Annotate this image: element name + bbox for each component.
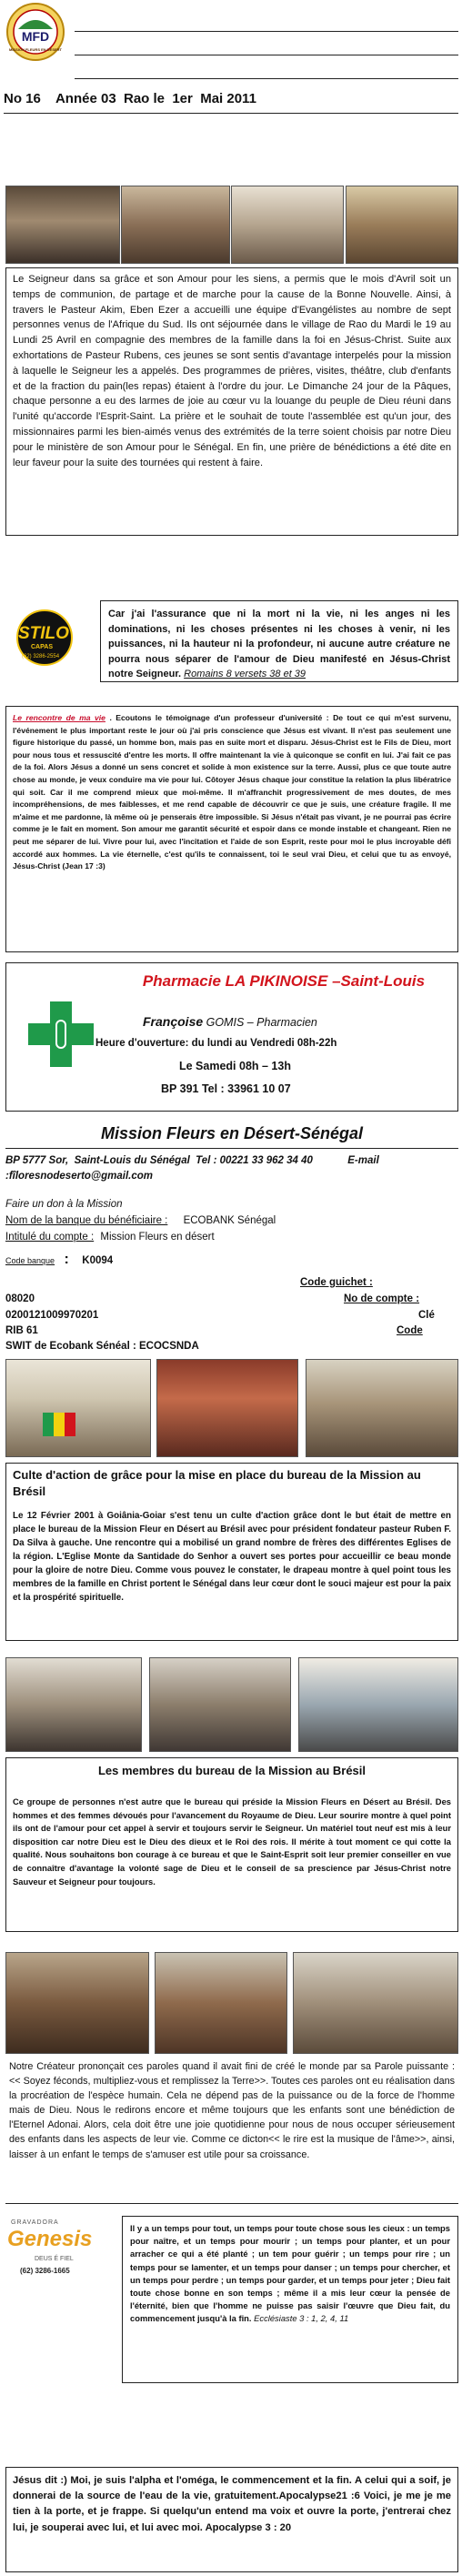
stilo-logo xyxy=(13,608,95,671)
romans-verse-text: Car j'ai l'assurance que ni la mort ni la vie, ni les anges ni les dominations, ni les choses présentes ni les choses à venir, ni les puissances, ni la hauteur ni la profondeur, ni aucune autre créature ne pourra nous séparer de l'amour de Dieu manifesté en Jésus-Christ notre Seigneur. xyxy=(108,609,450,679)
mfd-logo-ring-text: MISSION FLEURS EN DÉSERT xyxy=(8,47,62,52)
pharmacy-cross-icon xyxy=(28,1001,94,1067)
bank-code-value: K0094 xyxy=(82,1255,114,1266)
ecclesiaste-text: Il y a un temps pour tout, un temps pour toute chose sous les cieux : un temps pour naître, et un temps pour mourir ; un temps pour planter, et un pour arracher ce qui a été planté ; un tem pour guérir ; un temps pour rire ; un temps pour se lamenter, et un temps pour danser ; un temps pour chercher, et un temps pour perdre ; un temps pour garder, et un temps pour jeter ; Dieu fait toute chose bonne en son temps ; même il a mis leur cœur la pensée de l'éternité, bien que l'homme ne puisse pas saisir l'œuvre que Dieu fait, du commencement jusqu'à la fin. xyxy=(130,2223,450,2324)
pharmacy-contact: BP 391 Tel : 33961 10 07 xyxy=(161,1082,291,1095)
genesis-logo xyxy=(7,2219,102,2283)
photo-children-3 xyxy=(293,1952,458,2054)
final-text: Jésus dit :) Moi, je suis l'alpha et l'oméga, le commencement et la fin. A celui qui a soif, je donnerai de la source de l'eau de la vie, gratuitement.Apocalypse21 :6 Voici, je me je me tien à la porte, et je frappe. Si quelqu'un entend ma voix et ouvre la porte, j'entrerai chez lui, je souperai avec lui, et lui avec moi. Apocalypse 3 : 20 xyxy=(13,2475,451,2533)
mfd-logo xyxy=(5,2,65,62)
account-title-row xyxy=(5,1232,458,1243)
final-box xyxy=(5,2467,458,2572)
stilo-logo-text: STILO xyxy=(18,624,69,643)
romans-box xyxy=(100,600,458,682)
mission-info-rule xyxy=(5,1148,458,1149)
swift-line: SWIT de Ecobank Sénéal : ECOCSNDA xyxy=(5,1341,199,1352)
pharmacy-saturday: Le Samedi 08h – 13h xyxy=(179,1060,291,1072)
ecclesiaste-paragraph xyxy=(130,2222,450,2326)
stilo-logo-sub: CAPAS xyxy=(31,644,53,650)
intro-text: Le Seigneur dans sa grâce et son Amour pour les siens, a permis que le mois d'Avril soit un temps de communion, de partage et de marche pour la cause de la Bonne Nouvelle. Ainsi, à travers le Pasteur Akim, Eben Ezer a accueilli une équipe d'Evangélistes au nombre de sept personnes venus de l'Afrique du Sud. Ils ont séjournée dans le village de Rao du Mardi le 19 au Lundi 25 Avril en compagnie des membres de la famille dans la foi en Jésus-Christ. Suite aux exhortations de Pasteur Rubens, ces jeunes se sont sentis d'avantage interpelés pour la mission à laquelle le Seigneur les a appelés. Des programmes de prières, visites, théâtre, club d'enfants et de la fraction du pain(les repas) étaient à l'ordre du jour. Le Dimanche 24 jour de la Pâques, chaque personne a eu des larmes de joie au cœur vu la louange du peuple de Dieu réuni dans l'unité qu'accorde l'Esprit-Saint. La prière et le souhait de toute l'assemblée est qu'un jour, des missionnaires parmi les bien-aimés venus des extrémités de la terre soient choisis par notre Dieu pour le ministère de son Amour pour le Sénégal. En fin, une prière de bénédictions a été dite en leur faveur pour la suite des tournées qui restent à faire. xyxy=(13,274,451,468)
pharmacy-owner-rest: GOMIS – Pharmacien xyxy=(203,1016,317,1029)
creator-rule xyxy=(5,2203,458,2204)
testimony-paragraph xyxy=(13,712,451,873)
photo-evangelists-3 xyxy=(231,186,344,264)
pharmacy-title: Pharmacie LA PIKINOISE –Saint-Louis xyxy=(142,972,426,990)
members-title: Les membres du bureau de la Mission au Brésil xyxy=(97,1764,367,1777)
pharmacy-owner xyxy=(143,1014,443,1029)
bank-name-row xyxy=(5,1215,458,1226)
issue-line-rule xyxy=(4,113,458,114)
mission-info-title: Mission Fleurs en Désert-Sénégal xyxy=(100,1124,364,1142)
rib-label: RIB 61 xyxy=(5,1325,38,1336)
pharmacy-box xyxy=(5,962,458,1112)
stilo-logo-phone: (62) 3286-2554 xyxy=(22,654,60,659)
creator-section xyxy=(5,2058,458,2164)
bank-name-value: ECOBANK Sénégal xyxy=(183,1215,276,1226)
photo-congregation-1 xyxy=(156,1359,298,1457)
pharmacy-hours: Heure d'ouverture: du lundi au Vendredi 08h-22h xyxy=(95,1038,337,1049)
photo-evangelists-4 xyxy=(346,186,458,264)
members-text: Ce groupe de personnes n'est autre que le bureau qui préside la Mission Fleurs en Désert au Brésil. Des hommes et des femmes dévoués pour l'avancement du Royaume de Dieu. Leur sourire montre à quel point ils ont de l'amour pour cet appel à servir et toujours servir le Seigneur. Un matériel tout neuf est mis à leur disposition car notre Dieu est le Dieu des dieux et le Roi des rois. Il mérite à tout moment ce qui cotte la qualité. Nous souhaitons bon courage à ce bureau et que le Saint-Esprit soit leur premier conseiller en vue de connaître d'avantage la volonté sage de Dieu et le conseil de sa prescience par Jésus-Christ notre Sauveur et Seigneur pour toujours. xyxy=(13,1796,451,1887)
genesis-logo-top: GRAVADORA xyxy=(11,2219,59,2226)
photo-children-1 xyxy=(5,1952,149,2054)
brazil-text: Le 12 Février 2001 à Goiânia-Goiar s'est tenu un culte d'action grâce dont le but était de mettre en place le bureau de la Mission Fleur en Désert au Brésil avec pour président fondateur pasteur Ruben F. Da Silva à gauche. Une rencontre qui a mobilisé un grand nombre de frères des différentes Eglises de la région. L'Eglise Monte da Santidade do Senhor a ouvert ses portes pour accueillir ce beau monde pour la gloire de notre Dieu. Comme vous pouvez le constater, le drapeau montre à quel point tous les membres de la famille en Christ portent le Sénégal dans leur cœur dont le souci majeur est pour la paix et la prospérité spirituelle. xyxy=(13,1511,451,1603)
bank-name-label: Nom de la banque du bénéficiaire : xyxy=(5,1215,168,1226)
creator-text: Notre Créateur prononçait ces paroles quand il avait fini de créé le monde par sa Parole puissante : << Soyez féconds, multipliez-vous et remplissez la Terre>>. Toutes ces paroles ont eu réalisation dans la procréation de l'espèce humain. Cela ne dépend pas de la puissance ou de la force de l'homme mais de Dieu. Nous le redirons encore et même toujours que les enfants sont une bénédiction de l'Eternel Adonai. Alors, cela doit être une joie quotidienne pour nous de nous occuper sérieusement des enfants dans les aspects de leur vie. Comme ce dicton<< le rire est la musique de l'âme>>, ainsi, laisser à un enfant le temps de s'amuser est utile pour sa croissance. xyxy=(9,2061,455,2160)
photo-office-3 xyxy=(298,1657,458,1752)
bank-code-colon: : xyxy=(64,1252,69,1267)
photo-evangelists-1 xyxy=(5,186,120,264)
code-label: Code xyxy=(397,1325,423,1336)
header-line-3 xyxy=(75,78,458,79)
brazil-box xyxy=(5,1463,458,1641)
photo-children-2 xyxy=(155,1952,287,2054)
account-title-value: Mission Fleurs en désert xyxy=(100,1232,215,1243)
photo-evangelists-2 xyxy=(121,186,230,264)
header-line-1 xyxy=(75,31,458,32)
guichet-value: 08020 xyxy=(5,1293,35,1304)
mission-address: BP 5777 Sor, Saint-Louis du Sénégal Tel : 00221 33 962 34 40 E-mail :fîloresnodeserto@gmail.com xyxy=(5,1155,382,1182)
senegal-flag-icon xyxy=(43,1413,75,1436)
account-title-label: Intitulé du compte : xyxy=(5,1232,95,1243)
romans-verse xyxy=(108,607,450,682)
issue-line: No 16 Année 03 Rao le 1er Mai 2011 xyxy=(4,91,256,106)
brazil-title: Culte d'action de grâce pour la mise en place du bureau de la Mission au Brésil xyxy=(13,1468,421,1498)
members-box xyxy=(5,1757,458,1932)
photo-office-1 xyxy=(5,1657,142,1752)
bank-code-label: Code banque xyxy=(5,1256,55,1265)
genesis-logo-word: Genesis xyxy=(7,2227,93,2251)
genesis-logo-sub: DEUS É FIEL xyxy=(35,2256,74,2262)
photo-pastor-speaking xyxy=(5,1359,151,1457)
mfd-logo-text: MFD xyxy=(21,29,50,44)
guichet-label: Code guichet : xyxy=(300,1277,373,1288)
donation-label: Faire un don à la Mission xyxy=(5,1199,123,1210)
testimony-text: . Ecoutons le témoignage d'un professeur d'université : De tout ce qui m'est survenu, l'événement le plus important reste le jour où j'ai pris conscience que Jésus est vivant. Il n'est pas seulement une figure historique du passé, un homme bon, mais pas en suite mort et disparu. Jésus-Christ est le Fils de Dieu, mort pour nous tous et ressuscité d'entre les morts. Il offre maintenant la vie à quiconque se confit en lui. J'ai fait ce pas de la foi. Alors Jésus a donné un sens concret et solide à mon existence sur la terre. Aussi, plus ce que toute autre chose au monde, je veux conduire ma vie pour lui. Côtoyer Jésus chaque jour constitue la relation la plus libératrice qui soit. Car il me comprend mieux que moi-même. Il m'affranchit progressivement de mes doutes, de mes incompréhensions, de mes faiblesses, et me rend capable de découvrir ce que je suis, une créature fragile. Il me m'aime et me pardonne, là même où je penserais être impossible. Si Jésus n'était pas vivant, je ne pourrai pas écrire comme je le fait en moment. Son amour me garantit sécurité et espoir dans ce monde instable et changeant. Rien ne peut me séparer de lui. Vivre pour lui, avec l'incitation et l'aide de son Esprit, reste pour moi le plus incroyable défi accordé aux hommes. La vie éternelle, c'est qu'ils te connaissent, toi le seul vrai Dieu, et celui que tu as envoyé, Jésus-Christ (Jean 17 :3) xyxy=(13,713,452,871)
account-no-value: 0200121009970201 xyxy=(5,1310,99,1321)
pharmacy-owner-name: Françoise xyxy=(143,1014,204,1029)
photo-congregation-2 xyxy=(306,1359,458,1457)
genesis-logo-phone: (62) 3286-1665 xyxy=(20,2267,70,2275)
bank-code-row xyxy=(5,1252,187,1268)
testimony-title: Le rencontre de ma vie xyxy=(13,713,105,722)
ecclesiaste-box xyxy=(122,2216,458,2383)
cle-label: Clé xyxy=(418,1310,435,1321)
photo-office-2 xyxy=(149,1657,291,1752)
account-no-label: No de compte : xyxy=(344,1293,420,1304)
testimony-box xyxy=(5,706,458,952)
ecclesiaste-ref: Ecclésiaste 3 : 1, 2, 4, 11 xyxy=(254,2313,349,2324)
intro-box xyxy=(5,267,458,536)
romans-ref: Romains 8 versets 38 et 39 xyxy=(184,669,306,679)
